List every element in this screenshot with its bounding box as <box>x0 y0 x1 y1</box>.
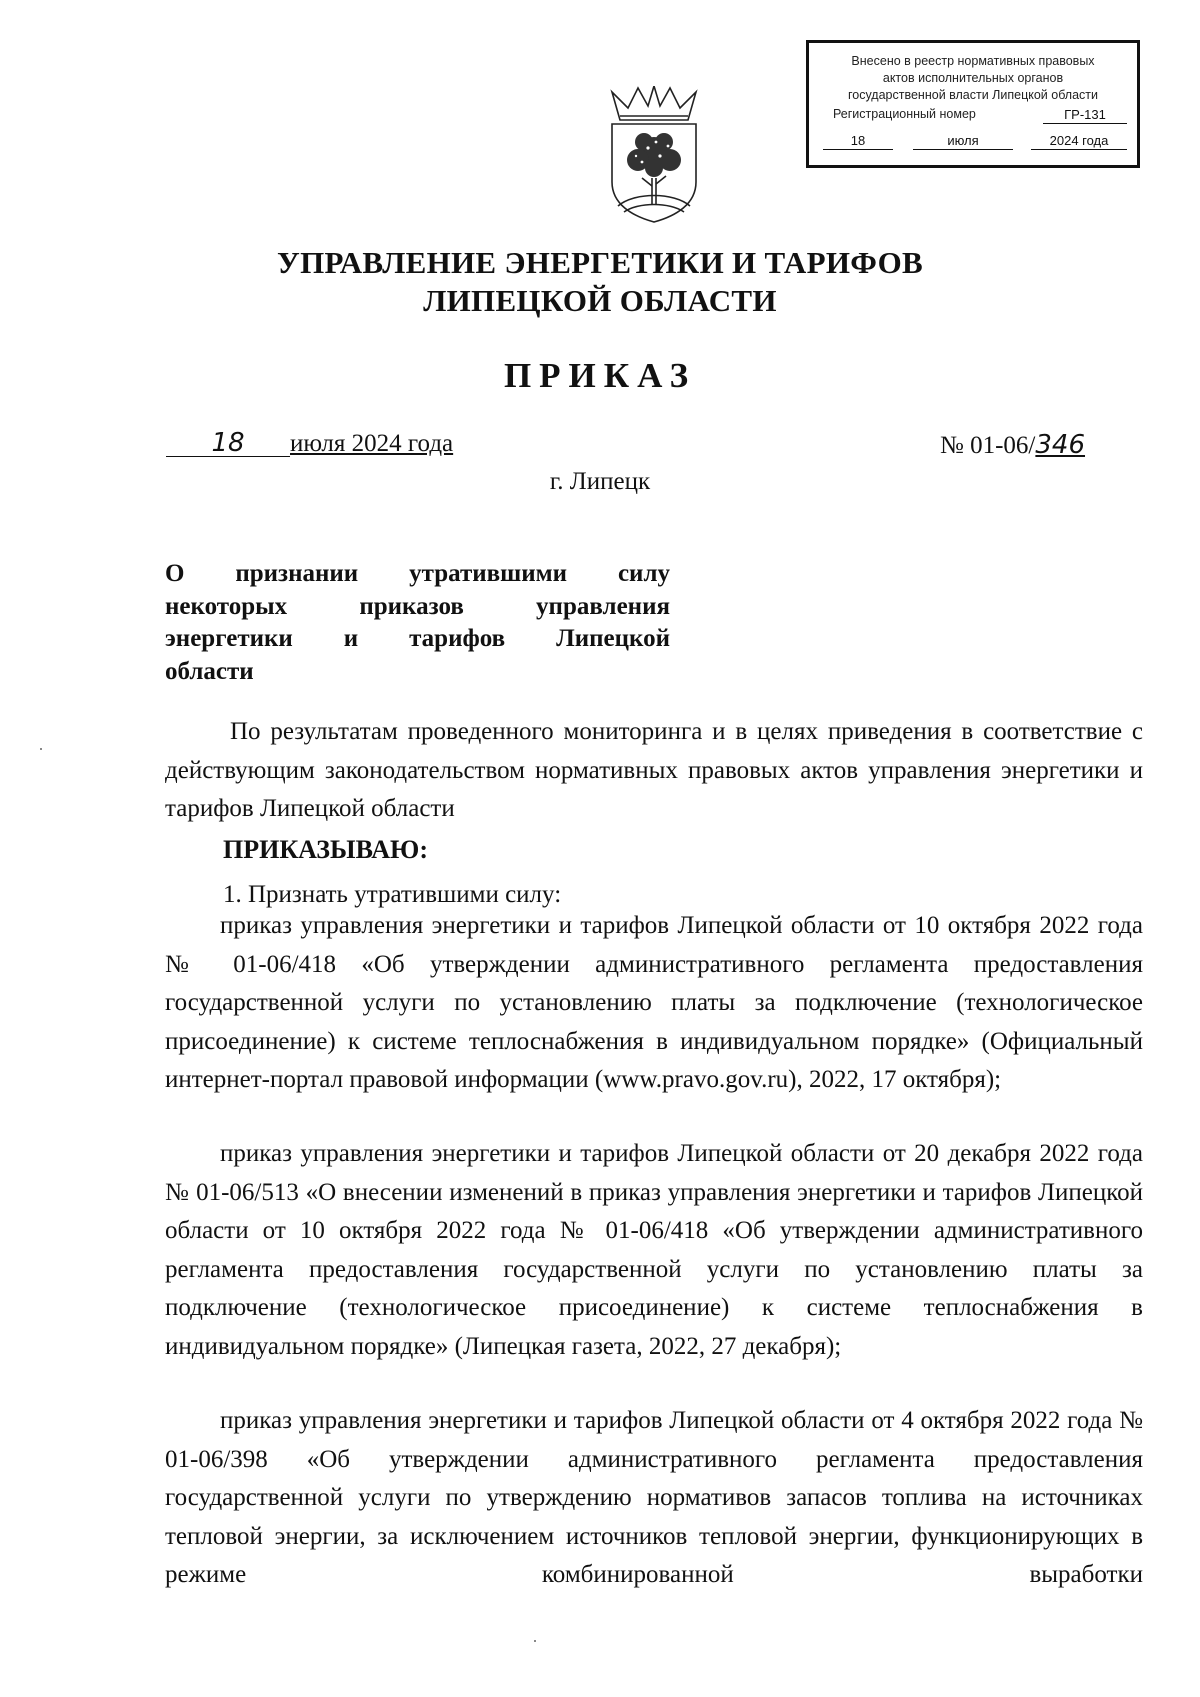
scan-speck <box>534 1640 536 1642</box>
stamp-day: 18 <box>823 133 893 150</box>
organization-name-line-1: УПРАВЛЕНИЕ ЭНЕРГЕТИКИ И ТАРИФОВ <box>277 245 923 280</box>
item-1: 1. Признать утратившими силу: <box>223 881 562 908</box>
registry-stamp <box>806 40 1140 168</box>
subject-line-2: некоторых приказов управления <box>165 592 670 620</box>
handwritten-number: 346 <box>1035 430 1086 460</box>
stamp-line-1: Внесено в реестр нормативных правовых <box>851 54 1095 68</box>
command-heading: ПРИКАЗЫВАЮ: <box>223 835 428 864</box>
subject-line-4: области <box>165 657 254 685</box>
order-number-prefix: № 01-06/ <box>940 432 1036 459</box>
stamp-reg-number: ГР-131 <box>1043 107 1127 124</box>
stamp-year: 2024 года <box>1031 133 1127 150</box>
city: г. Липецк <box>549 468 651 495</box>
stamp-line-2: актов исполнительных органов <box>882 71 1064 85</box>
subject-line-1: О признании утратившими силу <box>165 560 670 587</box>
revoked-order-2: приказ управления энергетики и тарифов Липецкой области от 20 декабря 2022 года № 01-06/513 «О внесении изменений в приказ управления энергетики и тарифов Липецкой области от 10 октября 2022 года № 01-06/418 «Об утверждении административного регламента предоставления государственной услуги по установлению платы за подключение (технологическое присоединение) к системе теплоснабжения в индивидуальном порядке» (Липецкая газета, 2022, 27 декабря); <box>165 1140 1143 1360</box>
scan-speck <box>40 748 42 750</box>
document-type-title: ПРИКАЗ <box>503 356 697 395</box>
stamp-line-3: государственной власти Липецкой области <box>847 88 1099 102</box>
subject-line-3: энергетики и тарифов Липецкой <box>165 625 670 652</box>
revoked-order-1: приказ управления энергетики и тарифов Липецкой области от 10 октября 2022 года № 01-06/418 «Об утверждении административного регламента предоставления государственной услуги по установлению платы за подключение (технологическое присоединение) к системе теплоснабжения в индивидуальном порядке» (Официальный интернет-портал правовой информации (www.pravo.gov.ru), 2022, 17 октября); <box>165 912 1143 1093</box>
intro-paragraph: По результатам проведенного мониторинга и в целях приведения в соответствие с действующим законодательством нормативных правовых актов управления энергетики и тарифов Липецкой области <box>165 718 1143 822</box>
revoked-order-3: приказ управления энергетики и тарифов Липецкой области от 4 октября 2022 года № 01-06/398 «Об утверждении административного регламента предоставления государственной услуги по утверждению нормативов запасов топлива на источниках тепловой энергии, за исключением источников тепловой энергии, функционирующих в режиме комбинированной выработки <box>165 1407 1143 1588</box>
stamp-reg-label: Регистрационный номер <box>833 107 976 121</box>
order-date <box>166 430 453 458</box>
organization-name-line-2: ЛИПЕЦКОЙ ОБЛАСТИ <box>423 283 777 318</box>
date-month-year: июля 2024 года <box>290 430 454 457</box>
handwritten-day: 18 <box>166 430 290 457</box>
lipetsk-coat-of-arms-icon <box>598 86 710 226</box>
order-subject <box>165 558 670 688</box>
order-number <box>940 430 1085 460</box>
stamp-month: июля <box>913 133 1013 150</box>
